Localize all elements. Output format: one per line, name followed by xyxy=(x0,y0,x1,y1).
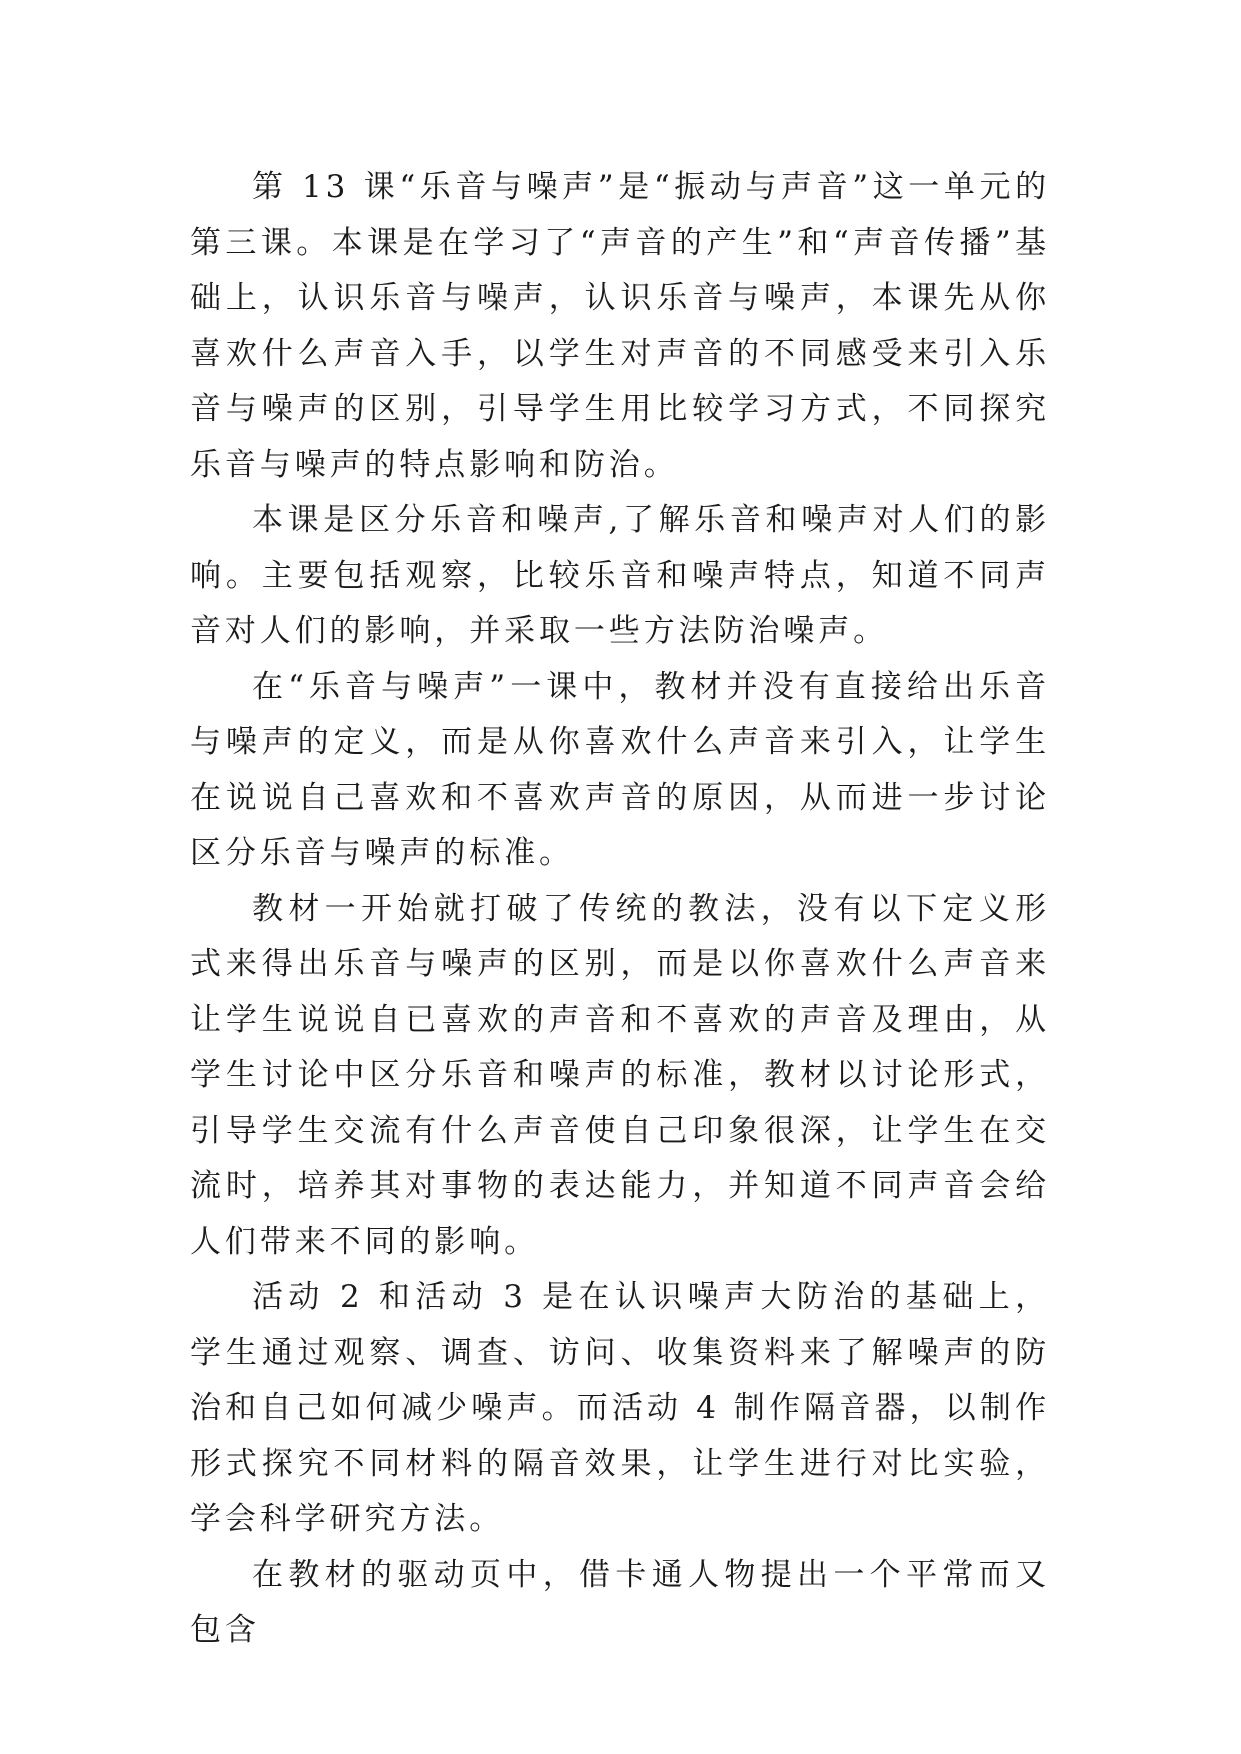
paragraph-5: 活动 2 和活动 3 是在认识噪声大防治的基础上，学生通过观察、调查、访问、收集资料来了解噪声的防治和自己如何减少噪声。而活动 4 制作隔音器，以制作形式探究不同材料的隔音效果，让学生进行对比实验，学会科学研究方法。 xyxy=(190,1279,1050,1537)
paragraph-6: 在教材的驱动页中，借卡通人物提出一个平常而又包含 xyxy=(190,1556,1050,1648)
paragraph-4: 教材一开始就打破了传统的教法，没有以下定义形式来得出乐音与噪声的区别，而是以你喜欢什么声音来让学生说说自已喜欢的声音和不喜欢的声音及理由，从学生讨论中区分乐音和噪声的标准，教材以讨论形式，引导学生交流有什么声音使自己印象很深，让学生在交流时，培养其对事物的表达能力，并知道不同声音会给人们带来不同的影响。 xyxy=(190,890,1050,1260)
paragraph-2: 本课是区分乐音和噪声,了解乐音和噪声对人们的影响。主要包括观察，比较乐音和噪声特点，知道不同声音对人们的影响，并采取一些方法防治噪声。 xyxy=(190,502,1050,649)
paragraph-1: 第 13 课“乐音与噪声”是“振动与声音”这一单元的第三课。本课是在学习了“声音的产生”和“声音传播”基础上，认识乐音与噪声，认识乐音与噪声，本课先从你喜欢什么声音入手，以学生对声音的不同感受来引入乐音与噪声的区别，引导学生用比较学习方式，不同探究乐音与噪声的特点影响和防治。 xyxy=(190,169,1050,483)
paragraph-3: 在“乐音与噪声”一课中，教材并没有直接给出乐音与噪声的定义，而是从你喜欢什么声音来引入，让学生在说说自己喜欢和不喜欢声音的原因，从而进一步讨论区分乐音与噪声的标准。 xyxy=(190,668,1050,871)
document-page xyxy=(190,160,1050,1659)
